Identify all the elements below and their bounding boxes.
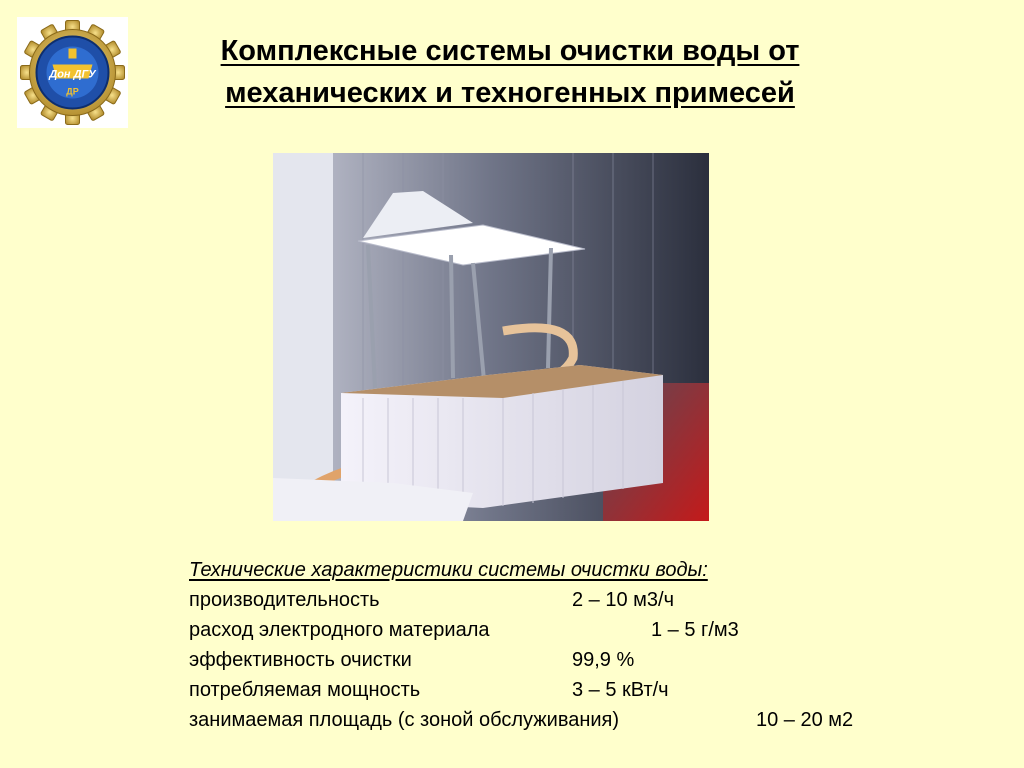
page-title [150,30,870,114]
spec-value: 2 – 10 м3/ч [572,589,675,611]
page-title-line1: Комплексные системы очистки воды от [220,35,800,67]
spec-value: 10 – 20 м2 [756,709,854,731]
spec-label: занимаемая площадь (с зоной обслуживания) [189,709,620,731]
spec-label: эффективность очистки [189,649,412,671]
water-treatment-unit-photo [273,153,709,521]
spec-label: потребляемая мощность [189,679,421,701]
spec-label: расход электродного материала [189,619,490,641]
svg-text:ДР: ДР [66,86,79,97]
svg-text:Дон ДГУ: Дон ДГУ [49,68,96,81]
spec-row [189,585,929,615]
page-title-line2: механических и техногенных примесей [225,77,795,109]
university-emblem-icon [17,17,128,128]
spec-label: производительность [189,589,380,611]
spec-row [189,645,929,675]
technical-specs [189,555,929,735]
spec-value: 1 – 5 г/м3 [651,619,739,641]
spec-value: 99,9 % [572,649,635,671]
specs-heading: Технические характеристики системы очистки воды: [189,559,708,581]
spec-row [189,615,929,645]
spec-row [189,705,929,735]
university-logo [17,17,128,128]
spec-value: 3 – 5 кВт/ч [572,679,669,701]
spec-row [189,675,929,705]
